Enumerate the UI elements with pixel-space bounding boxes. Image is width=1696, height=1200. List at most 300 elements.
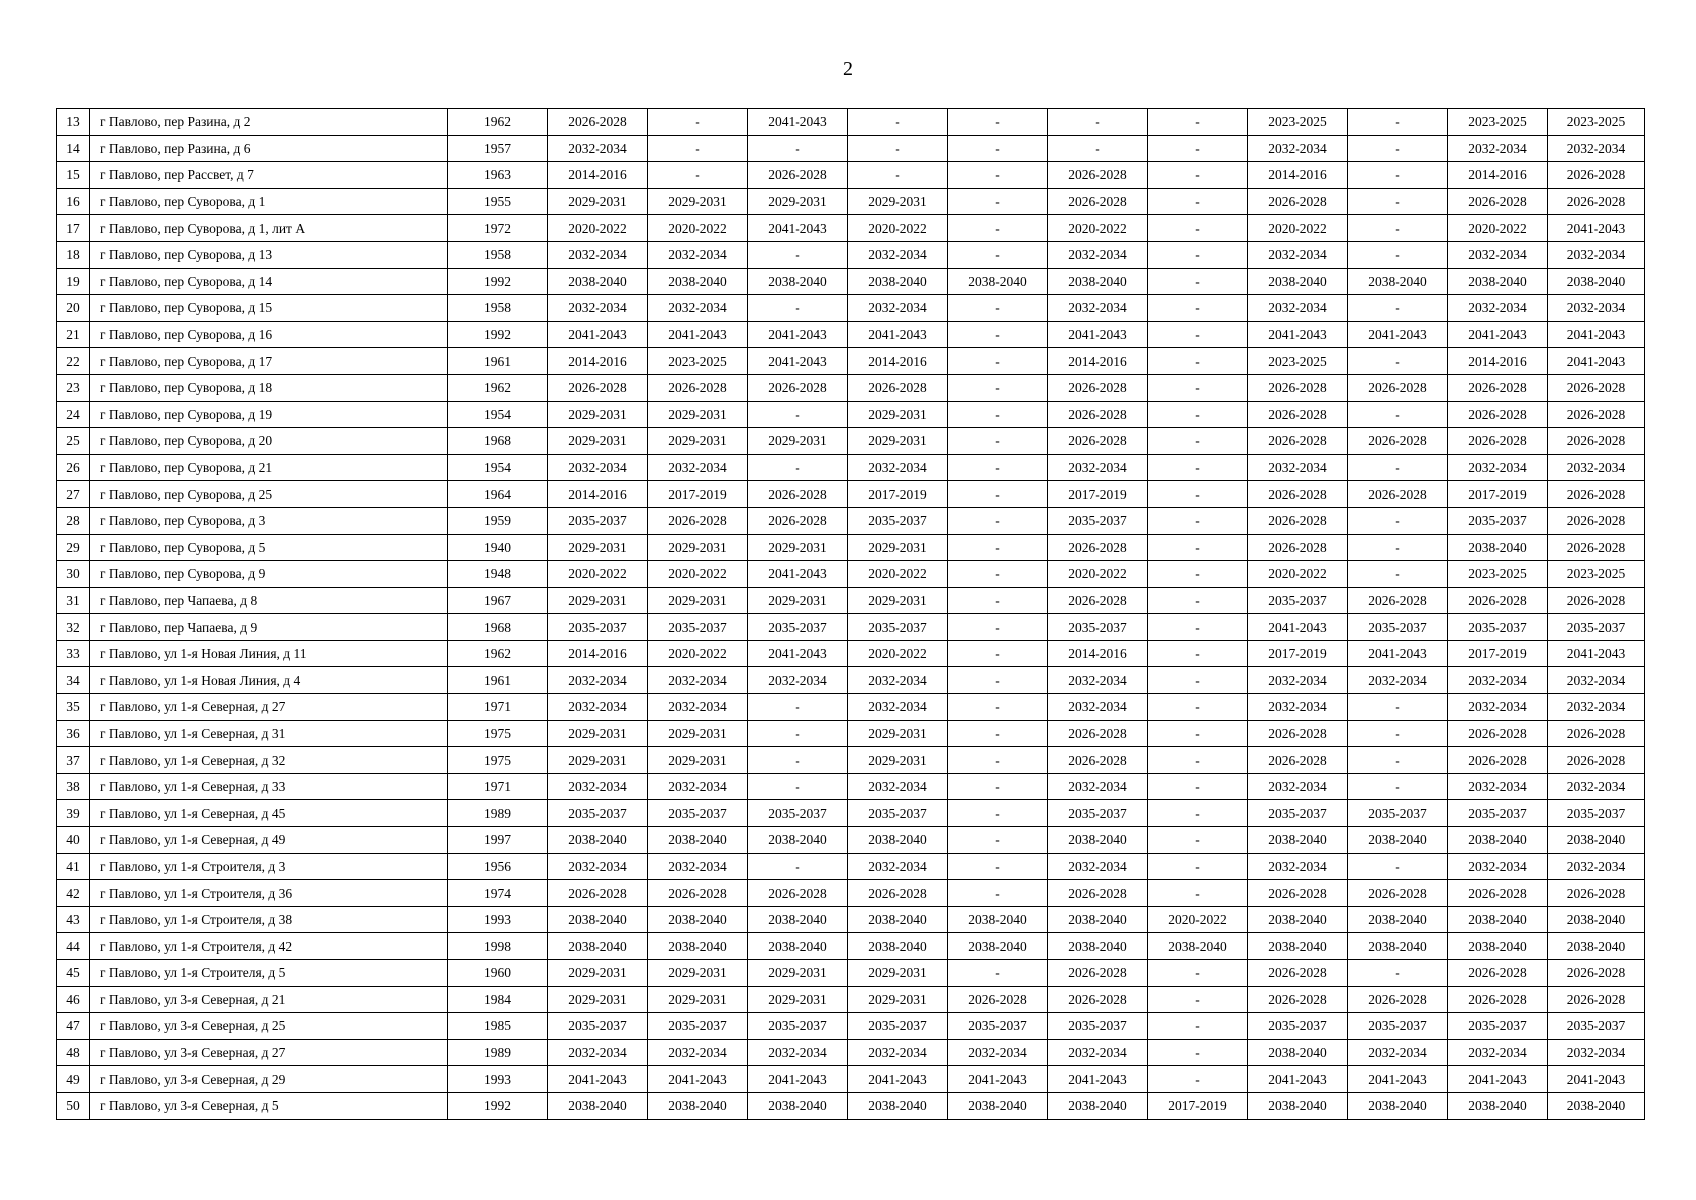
period-cell: 2032-2034 (1548, 295, 1645, 322)
period-cell: 2020-2022 (1248, 215, 1348, 242)
period-cell: 2023-2025 (1448, 561, 1548, 588)
period-cell: 2032-2034 (1248, 694, 1348, 721)
address-cell: г Павлово, пер Суворова, д 1 (90, 188, 448, 215)
period-cell: - (948, 614, 1048, 641)
period-cell: 2038-2040 (1348, 906, 1448, 933)
address-cell: г Павлово, пер Суворова, д 18 (90, 374, 448, 401)
row-number-cell: 42 (57, 880, 90, 907)
address-cell: г Павлово, ул 1-я Новая Линия, д 11 (90, 640, 448, 667)
period-cell: - (1148, 481, 1248, 508)
period-cell: 2026-2028 (1048, 534, 1148, 561)
address-cell: г Павлово, пер Чапаева, д 8 (90, 587, 448, 614)
period-cell: 2026-2028 (1448, 880, 1548, 907)
row-number-cell: 24 (57, 401, 90, 428)
table-row (57, 773, 1645, 800)
period-cell: 2038-2040 (1348, 1092, 1448, 1119)
row-number-cell: 25 (57, 428, 90, 455)
period-cell: 2035-2037 (1248, 587, 1348, 614)
period-cell: 2026-2028 (648, 507, 748, 534)
period-cell: - (1348, 348, 1448, 375)
table-row (57, 853, 1645, 880)
address-cell: г Павлово, ул 3-я Северная, д 27 (90, 1039, 448, 1066)
period-cell: 2029-2031 (848, 720, 948, 747)
period-cell: 2014-2016 (1048, 348, 1148, 375)
period-cell: - (948, 481, 1048, 508)
period-cell: 2035-2037 (1248, 1013, 1348, 1040)
period-cell: 2029-2031 (548, 960, 648, 987)
period-cell: 2026-2028 (1348, 880, 1448, 907)
period-cell: 2038-2040 (1448, 933, 1548, 960)
year-cell: 1956 (448, 853, 548, 880)
period-cell: - (1348, 747, 1448, 774)
period-cell: 2026-2028 (1548, 401, 1645, 428)
period-cell: 2029-2031 (848, 428, 948, 455)
period-cell: 2014-2016 (548, 481, 648, 508)
row-number-cell: 22 (57, 348, 90, 375)
period-cell: 2041-2043 (1548, 640, 1645, 667)
period-cell: 2038-2040 (1348, 933, 1448, 960)
period-cell: 2026-2028 (1448, 960, 1548, 987)
period-cell: - (948, 507, 1048, 534)
year-cell: 1961 (448, 348, 548, 375)
table-row (57, 667, 1645, 694)
period-cell: - (948, 241, 1048, 268)
period-cell: 2032-2034 (1448, 295, 1548, 322)
period-cell: - (1148, 800, 1248, 827)
address-cell: г Павлово, ул 1-я Строителя, д 3 (90, 853, 448, 880)
period-cell: 2026-2028 (1048, 880, 1148, 907)
period-cell: 2029-2031 (748, 188, 848, 215)
period-cell: 2032-2034 (648, 241, 748, 268)
period-cell: - (948, 374, 1048, 401)
period-cell: 2032-2034 (1248, 454, 1348, 481)
row-number-cell: 47 (57, 1013, 90, 1040)
table-row (57, 295, 1645, 322)
period-cell: 2029-2031 (548, 401, 648, 428)
period-cell: 2029-2031 (848, 534, 948, 561)
period-cell: - (1148, 1013, 1248, 1040)
period-cell: 2032-2034 (1448, 241, 1548, 268)
row-number-cell: 30 (57, 561, 90, 588)
address-cell: г Павлово, пер Суворова, д 16 (90, 321, 448, 348)
table-row (57, 454, 1645, 481)
period-cell: 2032-2034 (548, 295, 648, 322)
year-cell: 1992 (448, 321, 548, 348)
period-cell: 2017-2019 (848, 481, 948, 508)
period-cell: 2026-2028 (1248, 188, 1348, 215)
period-cell: 2035-2037 (848, 507, 948, 534)
period-cell: 2032-2034 (548, 241, 648, 268)
period-cell: 2017-2019 (1048, 481, 1148, 508)
table-row (57, 906, 1645, 933)
table-row (57, 507, 1645, 534)
period-cell: - (1348, 241, 1448, 268)
period-cell: - (1148, 135, 1248, 162)
period-cell: 2032-2034 (1548, 135, 1645, 162)
year-cell: 1957 (448, 135, 548, 162)
row-number-cell: 45 (57, 960, 90, 987)
period-cell: 2026-2028 (1048, 720, 1148, 747)
table-row (57, 481, 1645, 508)
period-cell: - (1148, 295, 1248, 322)
year-cell: 1972 (448, 215, 548, 242)
period-cell: - (948, 215, 1048, 242)
period-cell: 2038-2040 (748, 268, 848, 295)
period-cell: 2014-2016 (1248, 162, 1348, 189)
table-row (57, 215, 1645, 242)
year-cell: 1967 (448, 587, 548, 614)
period-cell: 2035-2037 (748, 614, 848, 641)
period-cell: 2038-2040 (1448, 827, 1548, 854)
period-cell: 2041-2043 (1048, 321, 1148, 348)
year-cell: 1954 (448, 454, 548, 481)
period-cell: 2023-2025 (1548, 109, 1645, 136)
period-cell: 2041-2043 (1248, 614, 1348, 641)
period-cell: 2026-2028 (1248, 986, 1348, 1013)
period-cell: 2038-2040 (1248, 1092, 1348, 1119)
period-cell: 2041-2043 (548, 321, 648, 348)
table-row (57, 694, 1645, 721)
year-cell: 1940 (448, 534, 548, 561)
page-number: 2 (843, 58, 853, 80)
period-cell: 2014-2016 (548, 162, 648, 189)
period-cell: 2032-2034 (1448, 454, 1548, 481)
period-cell: 2038-2040 (1248, 933, 1348, 960)
row-number-cell: 16 (57, 188, 90, 215)
period-cell: 2026-2028 (1548, 428, 1645, 455)
period-cell: 2041-2043 (748, 215, 848, 242)
table-row (57, 534, 1645, 561)
period-cell: 2032-2034 (1448, 667, 1548, 694)
period-cell: 2032-2034 (1248, 773, 1348, 800)
period-cell: - (1148, 827, 1248, 854)
period-cell: 2032-2034 (1048, 853, 1148, 880)
address-cell: г Павлово, пер Суворова, д 14 (90, 268, 448, 295)
period-cell: 2038-2040 (1448, 534, 1548, 561)
period-cell: 2032-2034 (1548, 454, 1645, 481)
row-number-cell: 29 (57, 534, 90, 561)
period-cell: 2026-2028 (1448, 747, 1548, 774)
address-cell: г Павлово, пер Рассвет, д 7 (90, 162, 448, 189)
table-row (57, 1039, 1645, 1066)
period-cell: 2020-2022 (548, 215, 648, 242)
period-cell: 2035-2037 (648, 1013, 748, 1040)
period-cell: 2029-2031 (548, 986, 648, 1013)
period-cell: - (1348, 694, 1448, 721)
period-cell: 2032-2034 (648, 295, 748, 322)
schedule-table (56, 108, 1645, 1120)
period-cell: 2032-2034 (1448, 1039, 1548, 1066)
address-cell: г Павлово, пер Суворова, д 25 (90, 481, 448, 508)
period-cell: 2020-2022 (648, 561, 748, 588)
table-row (57, 720, 1645, 747)
period-cell: 2020-2022 (648, 640, 748, 667)
period-cell: 2017-2019 (1248, 640, 1348, 667)
period-cell: - (1148, 747, 1248, 774)
period-cell: 2020-2022 (848, 561, 948, 588)
period-cell: 2014-2016 (548, 640, 648, 667)
period-cell: - (1348, 454, 1448, 481)
period-cell: 2035-2037 (1348, 614, 1448, 641)
table-row (57, 188, 1645, 215)
period-cell: 2026-2028 (1348, 587, 1448, 614)
period-cell: 2032-2034 (848, 667, 948, 694)
year-cell: 1964 (448, 481, 548, 508)
period-cell: - (948, 773, 1048, 800)
address-cell: г Павлово, пер Суворова, д 9 (90, 561, 448, 588)
year-cell: 1975 (448, 720, 548, 747)
period-cell: - (948, 880, 1048, 907)
year-cell: 1989 (448, 1039, 548, 1066)
period-cell: 2041-2043 (748, 348, 848, 375)
period-cell: 2038-2040 (1348, 268, 1448, 295)
period-cell: 2038-2040 (948, 1092, 1048, 1119)
period-cell: 2032-2034 (1448, 773, 1548, 800)
period-cell: - (1148, 667, 1248, 694)
period-cell: 2026-2028 (1248, 960, 1348, 987)
period-cell: - (1148, 507, 1248, 534)
table-row (57, 321, 1645, 348)
row-number-cell: 35 (57, 694, 90, 721)
period-cell: 2032-2034 (1448, 694, 1548, 721)
table-row (57, 827, 1645, 854)
period-cell: 2026-2028 (1548, 481, 1645, 508)
period-cell: 2038-2040 (948, 906, 1048, 933)
period-cell: 2035-2037 (1448, 614, 1548, 641)
period-cell: - (1148, 587, 1248, 614)
period-cell: 2032-2034 (1048, 241, 1148, 268)
period-cell: - (1348, 507, 1448, 534)
period-cell: 2035-2037 (648, 800, 748, 827)
period-cell: 2032-2034 (1548, 853, 1645, 880)
table-row (57, 428, 1645, 455)
period-cell: 2032-2034 (648, 1039, 748, 1066)
period-cell: - (648, 109, 748, 136)
address-cell: г Павлово, пер Суворова, д 17 (90, 348, 448, 375)
period-cell: 2029-2031 (648, 747, 748, 774)
period-cell: 2029-2031 (748, 428, 848, 455)
period-cell: 2023-2025 (1548, 561, 1645, 588)
period-cell: 2032-2034 (648, 694, 748, 721)
period-cell: - (1148, 720, 1248, 747)
period-cell: 2032-2034 (1248, 667, 1348, 694)
period-cell: 2026-2028 (1548, 747, 1645, 774)
period-cell: - (948, 401, 1048, 428)
period-cell: - (1148, 986, 1248, 1013)
period-cell: 2038-2040 (548, 827, 648, 854)
address-cell: г Павлово, ул 3-я Северная, д 29 (90, 1066, 448, 1093)
period-cell: 2041-2043 (548, 1066, 648, 1093)
period-cell: 2032-2034 (1548, 1039, 1645, 1066)
address-cell: г Павлово, пер Суворова, д 20 (90, 428, 448, 455)
period-cell: 2026-2028 (1248, 880, 1348, 907)
period-cell: 2026-2028 (948, 986, 1048, 1013)
period-cell: 2029-2031 (648, 720, 748, 747)
period-cell: 2038-2040 (848, 933, 948, 960)
table-row (57, 1013, 1645, 1040)
period-cell: 2029-2031 (548, 188, 648, 215)
row-number-cell: 48 (57, 1039, 90, 1066)
period-cell: - (1148, 241, 1248, 268)
period-cell: 2038-2040 (1248, 268, 1348, 295)
period-cell: 2026-2028 (1348, 481, 1448, 508)
period-cell: 2032-2034 (748, 667, 848, 694)
period-cell: 2026-2028 (1248, 374, 1348, 401)
period-cell: 2041-2043 (1348, 1066, 1448, 1093)
period-cell: 2032-2034 (548, 454, 648, 481)
row-number-cell: 36 (57, 720, 90, 747)
period-cell: 2017-2019 (1448, 481, 1548, 508)
year-cell: 1993 (448, 1066, 548, 1093)
period-cell: - (748, 454, 848, 481)
period-cell: - (1148, 880, 1248, 907)
period-cell: 2035-2037 (1348, 1013, 1448, 1040)
period-cell: 2038-2040 (648, 906, 748, 933)
period-cell: 2038-2040 (1048, 1092, 1148, 1119)
period-cell: - (948, 321, 1048, 348)
period-cell: - (1148, 162, 1248, 189)
period-cell: 2026-2028 (1448, 401, 1548, 428)
period-cell: 2041-2043 (848, 1066, 948, 1093)
period-cell: 2035-2037 (548, 800, 648, 827)
period-cell: 2026-2028 (748, 481, 848, 508)
address-cell: г Павлово, пер Суворова, д 3 (90, 507, 448, 534)
period-cell: 2032-2034 (848, 853, 948, 880)
row-number-cell: 40 (57, 827, 90, 854)
period-cell: 2026-2028 (1248, 401, 1348, 428)
period-cell: - (1348, 401, 1448, 428)
period-cell: 2032-2034 (1048, 454, 1148, 481)
period-cell: - (948, 109, 1048, 136)
period-cell: - (948, 454, 1048, 481)
year-cell: 1975 (448, 747, 548, 774)
period-cell: 2038-2040 (748, 1092, 848, 1119)
table-row (57, 1092, 1645, 1119)
period-cell: 2041-2043 (848, 321, 948, 348)
period-cell: 2041-2043 (748, 640, 848, 667)
period-cell: - (948, 827, 1048, 854)
period-cell: 2041-2043 (748, 1066, 848, 1093)
period-cell: 2032-2034 (548, 853, 648, 880)
row-number-cell: 20 (57, 295, 90, 322)
period-cell: 2026-2028 (1048, 587, 1148, 614)
row-number-cell: 38 (57, 773, 90, 800)
period-cell: 2020-2022 (1248, 561, 1348, 588)
period-cell: 2032-2034 (1048, 1039, 1148, 1066)
table-row (57, 933, 1645, 960)
period-cell: 2026-2028 (548, 374, 648, 401)
period-cell: 2041-2043 (748, 109, 848, 136)
period-cell: 2035-2037 (748, 1013, 848, 1040)
period-cell: 2026-2028 (1348, 374, 1448, 401)
period-cell: 2029-2031 (748, 587, 848, 614)
period-cell: 2032-2034 (1448, 135, 1548, 162)
period-cell: - (1148, 109, 1248, 136)
period-cell: - (1148, 1039, 1248, 1066)
period-cell: - (1348, 960, 1448, 987)
table-row (57, 374, 1645, 401)
year-cell: 1971 (448, 773, 548, 800)
row-number-cell: 39 (57, 800, 90, 827)
period-cell: 2041-2043 (1548, 215, 1645, 242)
row-number-cell: 31 (57, 587, 90, 614)
period-cell: 2026-2028 (1448, 986, 1548, 1013)
period-cell: 2029-2031 (548, 534, 648, 561)
period-cell: 2029-2031 (548, 747, 648, 774)
table-row (57, 348, 1645, 375)
address-cell: г Павлово, ул 1-я Новая Линия, д 4 (90, 667, 448, 694)
row-number-cell: 23 (57, 374, 90, 401)
year-cell: 1955 (448, 188, 548, 215)
address-cell: г Павлово, пер Разина, д 2 (90, 109, 448, 136)
period-cell: 2029-2031 (848, 188, 948, 215)
period-cell: 2029-2031 (648, 986, 748, 1013)
period-cell: 2032-2034 (848, 454, 948, 481)
year-cell: 1954 (448, 401, 548, 428)
period-cell: 2032-2034 (548, 773, 648, 800)
period-cell: 2026-2028 (1248, 534, 1348, 561)
period-cell: 2032-2034 (1548, 241, 1645, 268)
year-cell: 1992 (448, 1092, 548, 1119)
period-cell: 2029-2031 (848, 986, 948, 1013)
period-cell: 2032-2034 (548, 667, 648, 694)
period-cell: - (948, 587, 1048, 614)
period-cell: 2017-2019 (1448, 640, 1548, 667)
period-cell: 2014-2016 (548, 348, 648, 375)
table-row (57, 241, 1645, 268)
period-cell: 2026-2028 (748, 162, 848, 189)
period-cell: 2026-2028 (648, 374, 748, 401)
period-cell: 2035-2037 (1448, 507, 1548, 534)
period-cell: 2026-2028 (748, 880, 848, 907)
period-cell: 2041-2043 (1048, 1066, 1148, 1093)
table-row (57, 109, 1645, 136)
period-cell: 2038-2040 (1048, 268, 1148, 295)
period-cell: 2026-2028 (1248, 507, 1348, 534)
period-cell: 2038-2040 (1248, 827, 1348, 854)
period-cell: 2026-2028 (1048, 428, 1148, 455)
period-cell: 2032-2034 (648, 773, 748, 800)
period-cell: 2032-2034 (848, 773, 948, 800)
period-cell: - (948, 640, 1048, 667)
period-cell: 2038-2040 (1248, 906, 1348, 933)
year-cell: 1958 (448, 241, 548, 268)
period-cell: 2032-2034 (748, 1039, 848, 1066)
period-cell: 2026-2028 (1048, 960, 1148, 987)
period-cell: 2038-2040 (548, 933, 648, 960)
row-number-cell: 34 (57, 667, 90, 694)
period-cell: - (948, 188, 1048, 215)
row-number-cell: 44 (57, 933, 90, 960)
table-row (57, 561, 1645, 588)
address-cell: г Павлово, ул 1-я Северная, д 32 (90, 747, 448, 774)
period-cell: 2026-2028 (848, 374, 948, 401)
period-cell: - (1148, 561, 1248, 588)
period-cell: 2038-2040 (748, 906, 848, 933)
period-cell: - (848, 109, 948, 136)
period-cell: 2035-2037 (1548, 800, 1645, 827)
period-cell: 2038-2040 (548, 906, 648, 933)
address-cell: г Павлово, ул 3-я Северная, д 25 (90, 1013, 448, 1040)
period-cell: 2035-2037 (648, 614, 748, 641)
period-cell: - (1148, 268, 1248, 295)
period-cell: 2029-2031 (848, 587, 948, 614)
period-cell: 2038-2040 (848, 906, 948, 933)
period-cell: 2026-2028 (848, 880, 948, 907)
row-number-cell: 14 (57, 135, 90, 162)
period-cell: - (648, 162, 748, 189)
period-cell: 2026-2028 (748, 507, 848, 534)
